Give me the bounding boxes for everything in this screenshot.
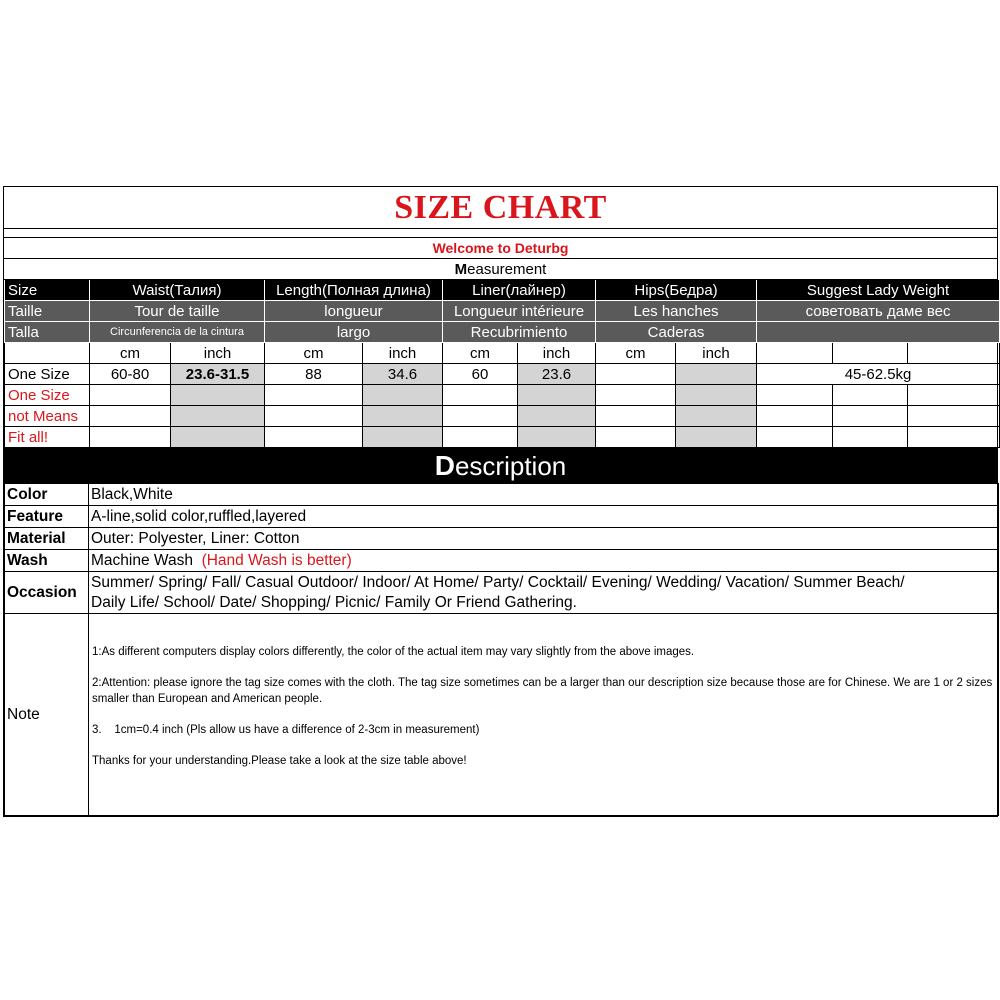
units-row: cm inch cm inch cm inch cm inch bbox=[5, 343, 1000, 364]
size-table bbox=[4, 280, 1000, 448]
welcome-banner: Welcome to Deturbg bbox=[4, 238, 997, 259]
wash-hint: (Hand Wash is better) bbox=[201, 551, 352, 569]
feature-row: Feature A-line,solid color,ruffled,layered bbox=[5, 506, 999, 528]
size-chart-sheet bbox=[3, 186, 998, 817]
note-row: Note 1:As different computers display colors differently, the color of the actual item may vary slightly from the above images. 2:Attention: please ignore the tag size comes with the cloth. The tag size sometimes can be a larger than our description size because those are for Chinese. We are 1 or 2 sizes smaller than European and American people. 3. 1cm=0.4 inch (Pls allow us have a difference of 2-3cm in measurement) Thanks for your understanding.Please take a look at the size table above! bbox=[5, 614, 999, 816]
header-row-es: Talla Circunferencia de la cintura largo Recubrimiento Caderas bbox=[5, 322, 1000, 343]
empty-row-3: Fit all! bbox=[5, 427, 1000, 448]
spacer-row bbox=[4, 229, 997, 238]
empty-row-1: One Size bbox=[5, 385, 1000, 406]
description-table bbox=[4, 483, 999, 816]
header-row-en: Size Waist(Талия) Length(Полная длина) Liner(лайнер) Hips(Бедра) Suggest Lady Weight bbox=[5, 280, 1000, 301]
size-chart-title: SIZE CHART bbox=[4, 187, 997, 229]
one-size-row: One Size 60-80 23.6-31.5 88 34.6 60 23.6 45-62.5kg bbox=[5, 364, 1000, 385]
empty-row-2: not Means bbox=[5, 406, 1000, 427]
measurement-heading: M easurement bbox=[4, 259, 997, 280]
wash-row: Wash Machine Wash (Hand Wash is better) bbox=[5, 550, 999, 572]
occasion-row: Occasion Summer/ Spring/ Fall/ Casual Outdoor/ Indoor/ At Home/ Party/ Cocktail/ Evening/ Wedding/ Vacation/ Summer Beach/ Daily Life/ School/ Date/ Shopping/ Picnic/ Family Or Friend Gathering. bbox=[5, 572, 999, 614]
color-row: Color Black,White bbox=[5, 484, 999, 506]
header-row-fr: Taille Tour de taille longueur Longueur intérieure Les hanches советовать даме вес bbox=[5, 301, 1000, 322]
description-heading: D escription bbox=[4, 448, 997, 483]
notes-text: 1:As different computers display colors differently, the color of the actual item may vary slightly from the above images. 2:Attention: please ignore the tag size comes with the cloth. The tag size sometimes can be a larger than our description size because those are for Chinese. We are 1 or 2 sizes smaller than European and American people. 3. 1cm=0.4 inch (Pls allow us have a difference of 2-3cm in measurement) Thanks for your understanding.Please take a look at the size table above! bbox=[89, 614, 999, 816]
material-row: Material Outer: Polyester, Liner: Cotton bbox=[5, 528, 999, 550]
